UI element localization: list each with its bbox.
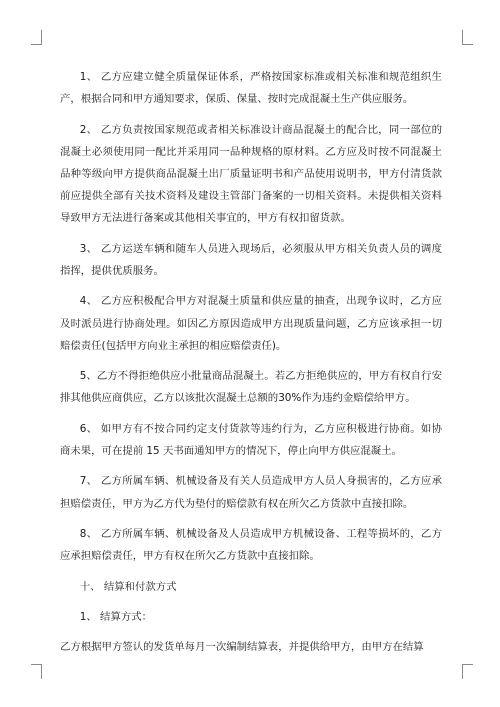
- settlement-paragraph: 乙方根据甲方签认的发货单每月一次编制结算表，并提供给甲方，由甲方在结算: [60, 641, 424, 654]
- crop-mark-top-left: [31, 30, 42, 45]
- crop-mark-top-right: [462, 30, 473, 45]
- subsection-heading: 1、 结算方式：: [79, 610, 153, 623]
- crop-mark-bottom-left: [31, 664, 42, 679]
- clause-4: 4、 乙方应积极配合甲方对混凝土质量和供应量的抽查，出现争议时，乙方应及时派员进行协商处理。如因乙方原因造成甲方出现质量问题，乙方应该承担一切赔偿责任(包括甲方向业主承担的相应赔偿责任)。: [60, 295, 442, 352]
- clause-3: 3、 乙方运送车辆和随车人员进入现场后，必须服从甲方相关负责人员的调度指挥，提供优质服务。: [60, 242, 442, 277]
- clause-5: 5、乙方不得拒绝供应小批量商品混凝土。若乙方拒绝供应的，甲方有权自行安排其他供应商供应，乙方以该批次混凝土总额的30%作为违约金赔偿给甲方。: [60, 370, 442, 405]
- clause-7: 7、 乙方所属车辆、机械设备及有关人员造成甲方人员人身损害的，乙方应承担赔偿责任，甲方为乙方代为垫付的赔偿款有权在所欠乙方货款中直接扣除。: [60, 475, 442, 510]
- clause-8: 8、 乙方所属车辆、机械设备及人员造成甲方机械设备、工程等损坏的，乙方应承担赔偿责任，甲方有权在所欠乙方货款中直接扣除。: [60, 527, 442, 563]
- section-heading: 十、 结算和付款方式: [79, 580, 177, 593]
- clause-2: 2、 乙方负责按国家规范或者相关标准设计商品混凝土的配合比，同一部位的混凝土必须使用同一配比并采用同一品种规格的原材料。乙方应及时按不同混凝土品种等级向甲方提供商品混凝土出厂质量证明书和产品使用说明书，甲方付清货款前应提供全部有关技术资料及建设主管部门备案的一切相关资料。未提供相关资料导致甲方无法进行备案或其他相关事宜的，甲方有权扣留货款。: [60, 123, 442, 225]
- crop-mark-bottom-right: [462, 664, 473, 679]
- clause-6: 6、 如甲方有不按合同约定支付货款等违约行为，乙方应积极进行协商。如协商未果，可在提前 15 天书面通知甲方的情况下，停止向甲方供应混凝土。: [60, 422, 442, 457]
- document-body: [60, 66, 442, 667]
- clause-1: 1、 乙方应建立健全质量保证体系，严格按国家标准或相关标准和规范组织生产，根据合同和甲方通知要求，保质、保量、按时完成混凝土生产供应服务。: [60, 71, 442, 106]
